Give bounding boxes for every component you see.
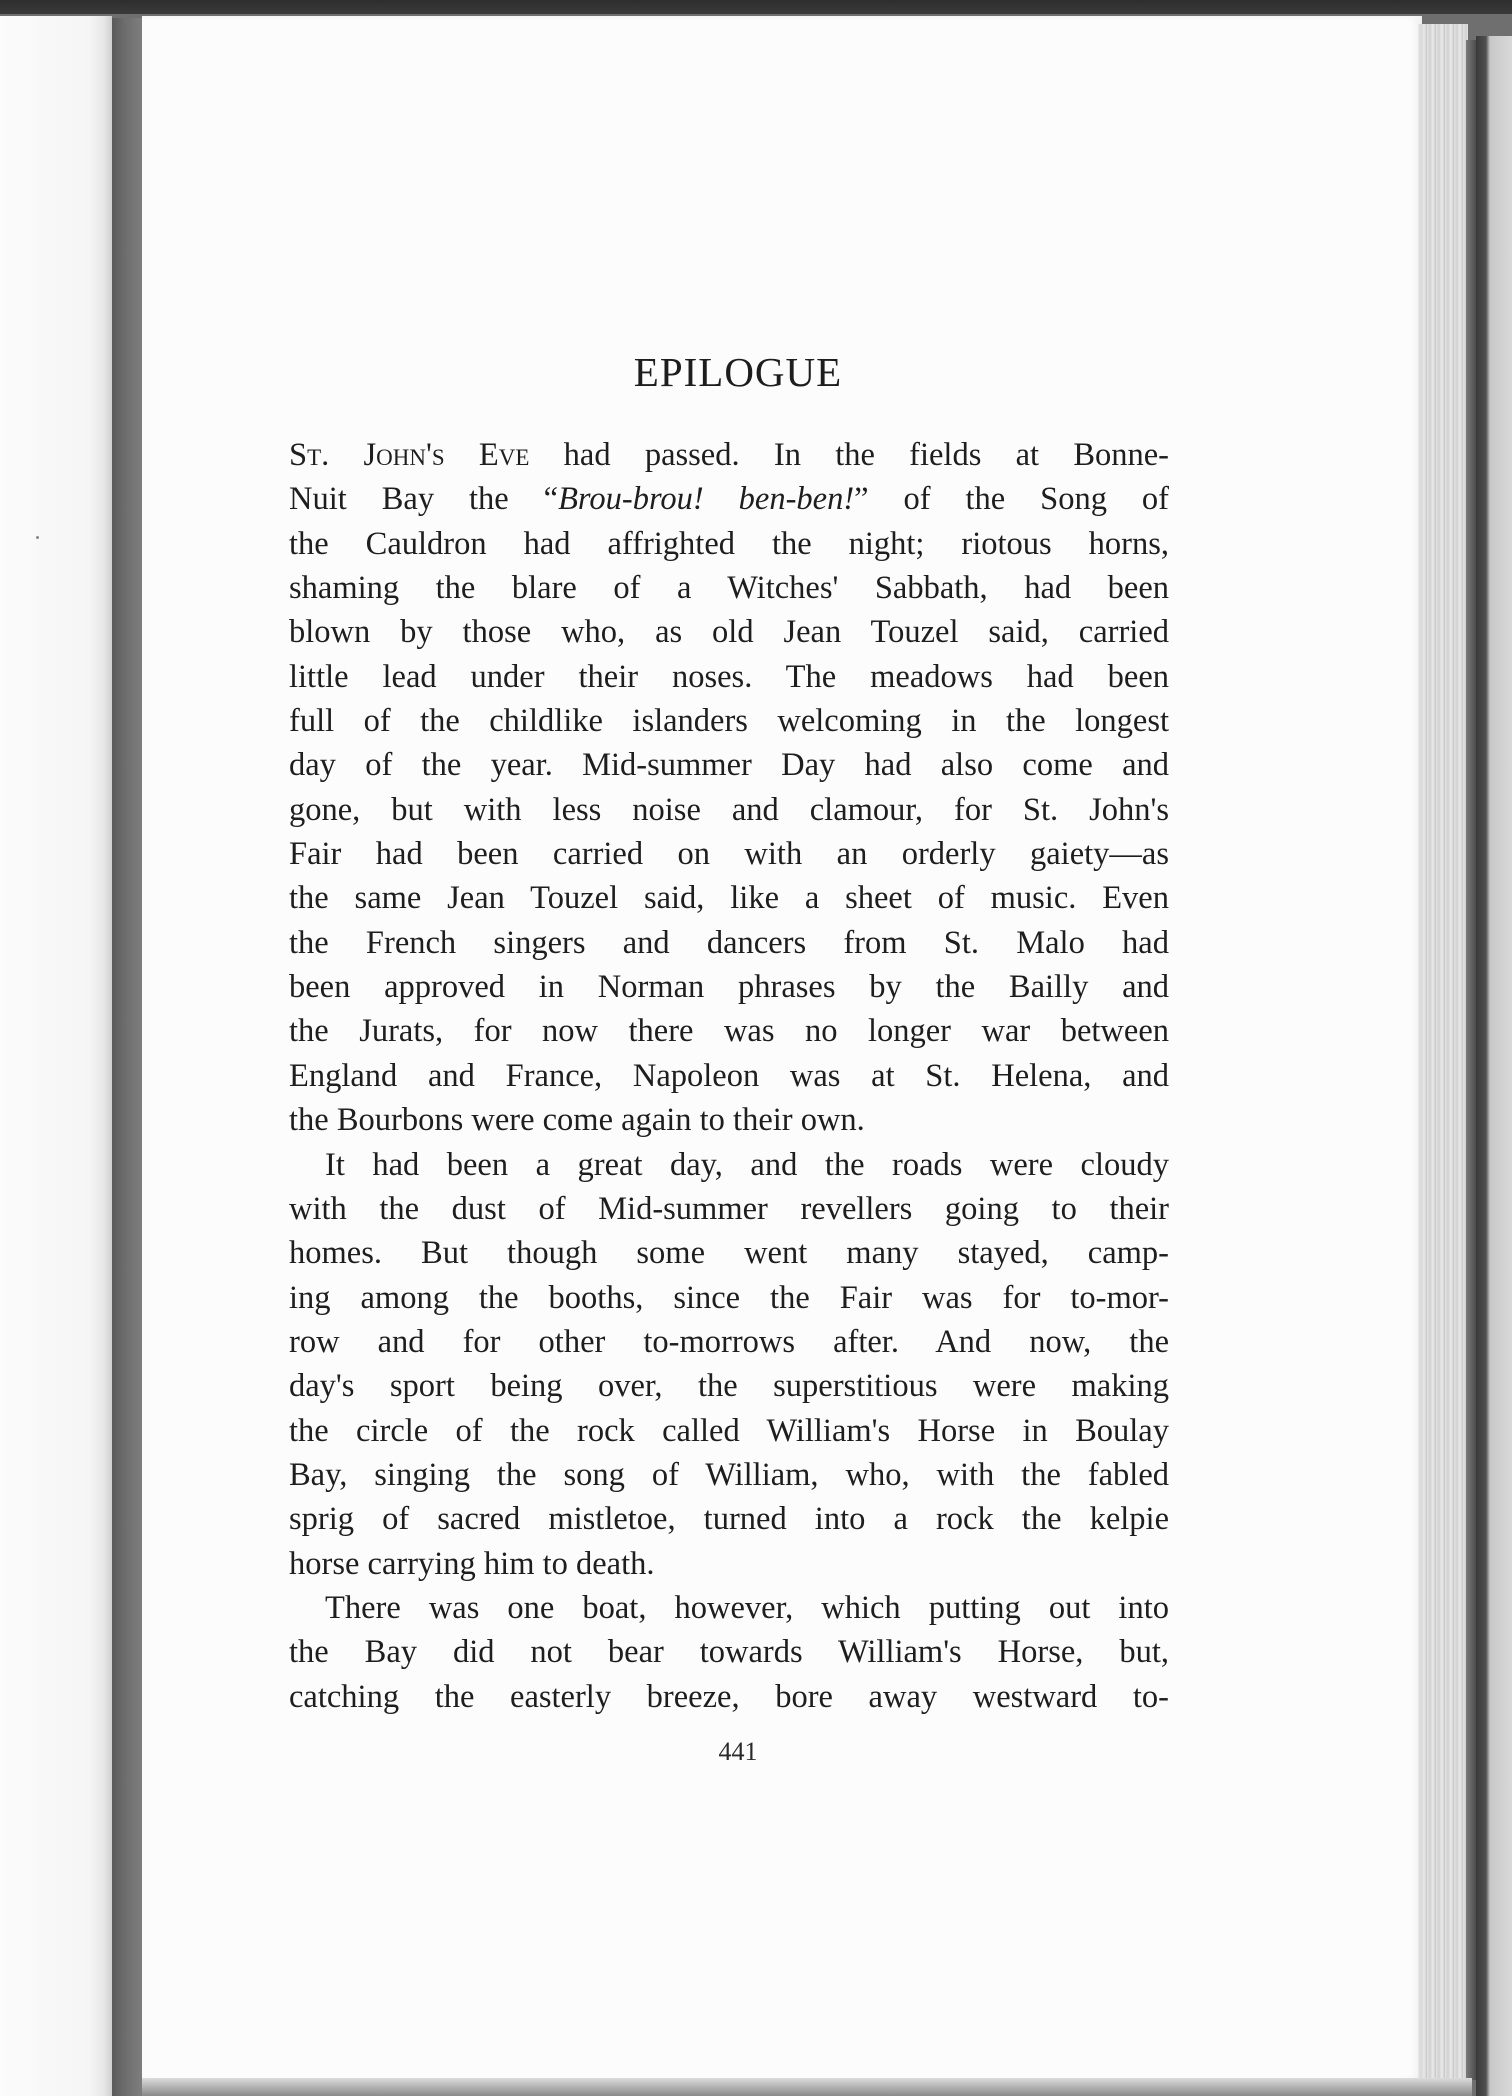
- text-line: [289, 1364, 1169, 1408]
- text-run: the Bourbons were come again to their own.: [289, 1102, 865, 1139]
- paper-speck: [36, 536, 39, 539]
- text-line: [289, 1630, 1169, 1674]
- body-text: [289, 433, 1169, 1719]
- text-run: gone, but with less noise and clamour, for St. John's: [289, 791, 1169, 828]
- text-run: full of the childlike islanders welcoming in the longest: [289, 703, 1169, 740]
- text-run: little lead under their noses. The meadows had been: [289, 658, 1169, 695]
- text-run: been approved in Norman phrases by the Bailly and: [289, 969, 1169, 1006]
- small-caps-text: St. John's Eve: [289, 437, 530, 473]
- text-run: shaming the blare of a Witches' Sabbath, had been: [289, 570, 1169, 607]
- paragraph: [289, 433, 1169, 1143]
- text-line: [289, 743, 1169, 787]
- text-line: [289, 1453, 1169, 1497]
- text-line: [289, 610, 1169, 654]
- text-line: [289, 1320, 1169, 1364]
- book-gutter: [112, 18, 142, 2096]
- text-line: [289, 876, 1169, 920]
- text-line: [289, 1187, 1169, 1231]
- italic-text: Brou-brou! ben-ben!: [558, 481, 855, 518]
- text-run: ” of the Song of: [854, 481, 1169, 518]
- chapter-heading: EPILOGUE: [633, 349, 843, 395]
- text-line: [289, 1054, 1169, 1098]
- text-run: Bay, singing the song of William, who, with the fabled: [289, 1456, 1169, 1493]
- text-run: It had been a great day, and the roads were cloudy: [325, 1146, 1169, 1183]
- text-run: Nuit Bay the “: [289, 481, 559, 518]
- text-run: horse carrying him to death.: [289, 1545, 655, 1582]
- text-line: [289, 921, 1169, 965]
- text-line: [289, 1675, 1169, 1719]
- text-line: [289, 433, 1169, 477]
- text-run: There was one boat, however, which putting out into: [325, 1589, 1169, 1626]
- scan-backdrop: [1476, 36, 1512, 2096]
- text-line: [289, 655, 1169, 699]
- text-run: with the dust of Mid-summer revellers going to their: [289, 1190, 1169, 1227]
- text-run: blown by those who, as old Jean Touzel said, carried: [289, 614, 1169, 651]
- page-bottom-shadow: [142, 2078, 1472, 2096]
- text-line: [289, 832, 1169, 876]
- text-run: catching the easterly breeze, bore away westward to-: [289, 1678, 1169, 1715]
- text-line: [289, 1497, 1169, 1541]
- text-run: homes. But though some went many stayed, camp-: [289, 1235, 1169, 1272]
- text-run: the French singers and dancers from St. Malo had: [289, 924, 1169, 961]
- text-line: [289, 1231, 1169, 1275]
- paragraph: [289, 1143, 1169, 1586]
- text-run: the Cauldron had affrighted the night; riotous horns,: [289, 525, 1169, 562]
- text-run: the circle of the rock called William's Horse in Boulay: [289, 1412, 1169, 1449]
- text-run: the Jurats, for now there was no longer war between: [289, 1013, 1169, 1050]
- text-line: [289, 1276, 1169, 1320]
- text-line: [289, 699, 1169, 743]
- left-facing-page-edge: [0, 16, 112, 2096]
- page-edge-shadow: [1466, 40, 1476, 2080]
- text-line: [289, 566, 1169, 610]
- text-run: day of the year. Mid-summer Day had also come and: [289, 747, 1169, 784]
- text-run: the Bay did not bear towards William's Horse, but,: [289, 1634, 1169, 1671]
- page-leaves-edge: [1418, 24, 1468, 2084]
- page-number: 441: [718, 1737, 758, 1766]
- text-run: ing among the booths, since the Fair was for to-mor-: [289, 1279, 1169, 1316]
- text-run: sprig of sacred mistletoe, turned into a rock the kelpie: [289, 1501, 1169, 1538]
- text-line: [289, 965, 1169, 1009]
- text-line: [289, 1143, 1169, 1187]
- text-line: [289, 1586, 1169, 1630]
- text-line: [289, 1009, 1169, 1053]
- text-line: [289, 788, 1169, 832]
- text-run: row and for other to-morrows after. And now, the: [289, 1323, 1169, 1360]
- text-run: had passed. In the fields at Bonne-: [529, 437, 1169, 473]
- text-run: Fair had been carried on with an orderly gaiety—as: [289, 836, 1169, 873]
- text-line: [289, 1542, 1169, 1586]
- text-line: [289, 522, 1169, 566]
- text-line: [289, 1098, 1169, 1142]
- text-run: the same Jean Touzel said, like a sheet of music. Even: [289, 880, 1169, 917]
- paragraph: [289, 1586, 1169, 1719]
- text-run: England and France, Napoleon was at St. Helena, and: [289, 1057, 1169, 1094]
- text-line: [289, 1409, 1169, 1453]
- text-line: [289, 477, 1169, 521]
- text-run: day's sport being over, the superstitious were making: [289, 1368, 1169, 1405]
